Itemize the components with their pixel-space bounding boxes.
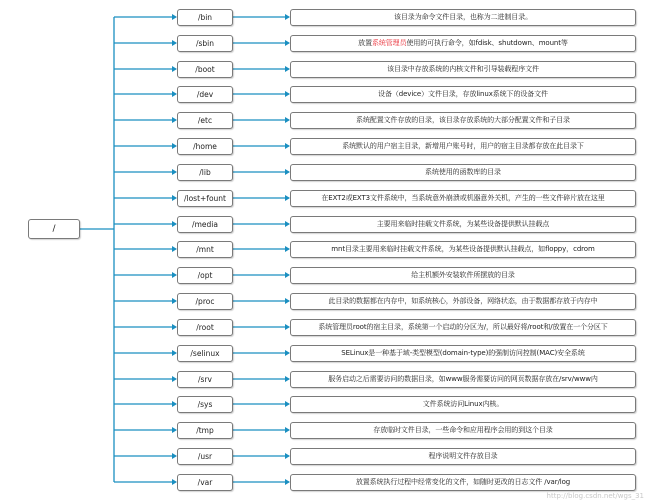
- dir-node[interactable]: /home: [177, 138, 233, 155]
- root-node[interactable]: /: [28, 219, 80, 239]
- dir-description: 程序说明文件存放目录: [290, 448, 636, 465]
- dir-node[interactable]: /etc: [177, 112, 233, 129]
- dir-node[interactable]: /boot: [177, 61, 233, 78]
- dir-description: 存放临时文件目录，一些命令和应用程序会用的到这个目录: [290, 422, 636, 439]
- dir-description: 服务启动之后需要访问的数据目录，如www服务需要访问的网页数据存放在/srv/www内: [290, 371, 636, 388]
- dir-node[interactable]: /usr: [177, 448, 233, 465]
- dir-description: 该目录中存放系统的内核文件和引导装载程序文件: [290, 61, 636, 78]
- dir-description: 在EXT2或EXT3文件系统中，当系统意外崩溃或机器意外关机，产生的一些文件碎片放在这里: [290, 190, 636, 207]
- dir-node[interactable]: /selinux: [177, 345, 233, 362]
- dir-description: 主要用来临时挂载文件系统，为某些设备提供默认挂载点: [290, 216, 636, 233]
- dir-node[interactable]: /sbin: [177, 35, 233, 52]
- dir-description: 系统管理员root的宿主目录，系统第一个启动的分区为/，所以最好将/root和/放置在一个分区下: [290, 319, 636, 336]
- dir-node[interactable]: /mnt: [177, 241, 233, 258]
- dir-node[interactable]: /var: [177, 474, 233, 491]
- dir-description: mnt目录主要用来临时挂载文件系统，为某些设备提供默认挂载点，如floppy，cdrom: [290, 241, 636, 258]
- dir-description: 系统使用的函数库的目录: [290, 164, 636, 181]
- highlight-text: 系统管理员: [371, 39, 407, 47]
- dir-description: 放置系统执行过程中经常变化的文件，如随时更改的日志文件 /var/log: [290, 474, 636, 491]
- dir-node[interactable]: /dev: [177, 86, 233, 103]
- dir-node[interactable]: /proc: [177, 293, 233, 310]
- dir-description: 放置 系统管理员 使用的可执行命令，如fdisk、shutdown、mount等: [290, 35, 636, 52]
- dir-node[interactable]: /opt: [177, 267, 233, 284]
- dir-node[interactable]: /srv: [177, 371, 233, 388]
- dir-node[interactable]: /media: [177, 216, 233, 233]
- watermark: http://blog.csdn.net/wgs_31: [546, 492, 644, 500]
- dir-description: SELinux是一种基于域-类型模型(domain-type)的强制访问控制(MAC)安全系统: [290, 345, 636, 362]
- dir-node[interactable]: /tmp: [177, 422, 233, 439]
- dir-node[interactable]: /bin: [177, 9, 233, 26]
- dir-description: 系统配置文件存放的目录，该目录存放系统的大部分配置文件和子目录: [290, 112, 636, 129]
- dir-description: 此目录的数据都在内存中，如系统核心，外部设备，网络状态，由于数据都存放于内存中: [290, 293, 636, 310]
- dir-node[interactable]: /lost+fount: [177, 190, 233, 207]
- dir-description: 文件系统访问Linux内核。: [290, 396, 636, 413]
- dir-node[interactable]: /sys: [177, 396, 233, 413]
- dir-description: 系统默认的用户宿主目录，新增用户账号时，用户的宿主目录都存放在此目录下: [290, 138, 636, 155]
- dir-description: 设备（device）文件目录，存放linux系统下的设备文件: [290, 86, 636, 103]
- dir-description: 给主机额外安装软件所摆放的目录: [290, 267, 636, 284]
- dir-node[interactable]: /root: [177, 319, 233, 336]
- dir-node[interactable]: /lib: [177, 164, 233, 181]
- dir-description: 该目录为命令文件目录，也称为二进制目录。: [290, 9, 636, 26]
